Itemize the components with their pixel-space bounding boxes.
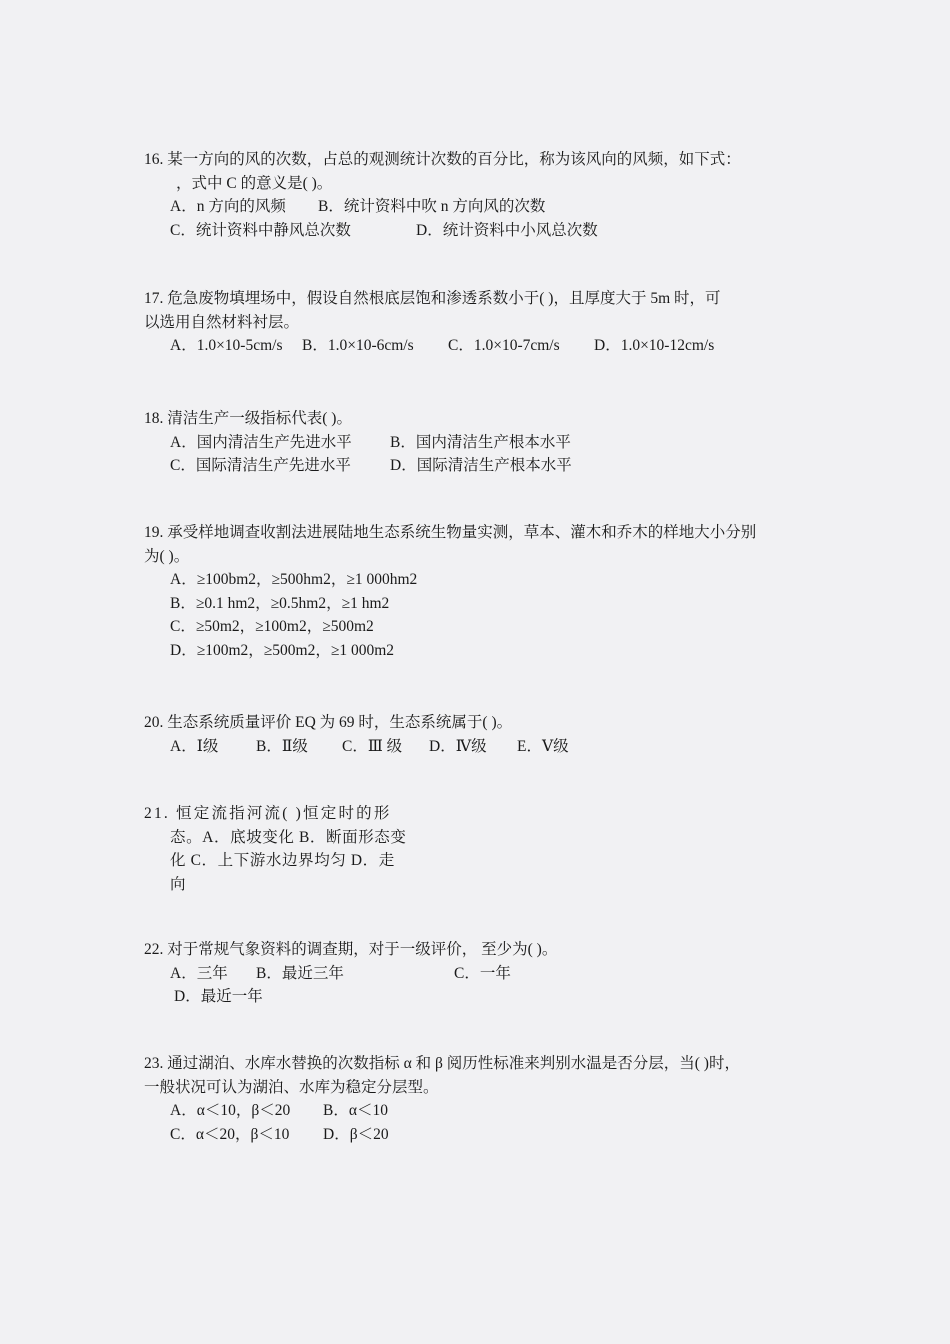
option-d: D．β＜20	[323, 1125, 389, 1143]
option-line	[144, 454, 572, 478]
option-line	[144, 1123, 740, 1147]
option-e: E．Ⅴ级	[517, 737, 569, 755]
question-20	[144, 711, 569, 758]
question-stem: 一般状况可认为湖泊、水库为稳定分层型。	[144, 1078, 439, 1096]
option-b: B．α＜10	[323, 1102, 388, 1119]
option-line	[144, 431, 572, 455]
question-stem: ，式中 C 的意义是( )。	[176, 174, 333, 192]
option-d: D．最近一年	[174, 988, 263, 1005]
question-17	[144, 287, 721, 358]
option-c: C．≥50m2，≥100m2，≥500m2	[170, 618, 374, 635]
option-line	[144, 334, 721, 358]
option-line: 化 C．上下游水边界均匀 D．走	[170, 852, 395, 869]
option-a: A．三年	[170, 964, 228, 982]
option-d: D．1.0×10-12cm/s	[594, 337, 715, 354]
option-b: B．最近三年	[256, 964, 344, 982]
option-c: C．α＜20，β＜10	[170, 1125, 290, 1143]
option-d: D．Ⅳ级	[429, 737, 487, 755]
question-stem: 20. 生态系统质量评价 EQ 为 69 时，生态系统属于( )。	[144, 714, 513, 731]
option-line	[144, 962, 557, 986]
option-line	[144, 195, 741, 219]
question-stem: 16. 某一方向的风的次数，占总的观测统计次数的百分比，称为该风向的风频，如下式：	[144, 151, 741, 168]
question-stem: 22. 对于常规气象资料的调查期，对于一级评价， 至少为( )。	[144, 941, 558, 958]
question-stem: 为( )。	[144, 547, 190, 565]
question-23	[144, 1052, 740, 1146]
option-b: B．Ⅱ级	[256, 737, 308, 755]
question-stem: 18. 清洁生产一级指标代表( )。	[144, 410, 352, 427]
question-stem: 23. 通过湖泊、水库水替换的次数指标 α 和 β 阅历性标准来判别水温是否分层，当( )时，	[144, 1055, 740, 1072]
option-b: B．1.0×10-6cm/s	[302, 337, 414, 354]
option-d: D．≥100m2，≥500m2，≥1 000m2	[170, 641, 395, 659]
option-line: 态。A．底坡变化 B．断面形态变	[170, 828, 407, 846]
question-16	[144, 148, 741, 242]
question-stem: 以选用自然材料衬层。	[144, 313, 300, 331]
question-18	[144, 407, 572, 478]
option-c: C．Ⅲ 级	[342, 737, 403, 755]
option-a: A．1.0×10-5cm/s	[170, 337, 283, 354]
option-c: C．一年	[454, 964, 511, 982]
option-c: C．国际清洁生产先进水平	[170, 457, 351, 474]
option-a: A．≥100bm2，≥500hm2，≥1 000hm2	[170, 571, 418, 588]
option-b: B．统计资料中吹 n 方向风的次数	[318, 198, 546, 215]
option-line	[144, 735, 569, 759]
option-b: B．≥0.1 hm2，≥0.5hm2，≥1 hm2	[170, 594, 390, 612]
option-line	[144, 219, 741, 243]
option-a: A．α＜10，β＜20	[170, 1102, 291, 1119]
question-19	[144, 521, 756, 662]
question-22	[144, 938, 557, 1009]
option-a: A．Ⅰ级	[170, 737, 219, 755]
option-d: D．统计资料中小风总次数	[416, 221, 598, 239]
option-b: B．国内清洁生产根本水平	[390, 433, 571, 451]
option-c: C．1.0×10-7cm/s	[448, 337, 560, 354]
question-stem: 21. 恒定流指河流( )恒定时的形	[144, 805, 392, 822]
question-21	[144, 802, 407, 896]
option-a: A．国内清洁生产先进水平	[170, 433, 352, 451]
option-line: 向	[170, 875, 188, 893]
option-a: A．n 方向的风频	[170, 198, 286, 215]
option-d: D．国际清洁生产根本水平	[390, 457, 572, 474]
option-line	[144, 1099, 740, 1123]
option-c: C．统计资料中静风总次数	[170, 221, 351, 239]
question-stem: 17. 危急废物填埋场中，假设自然根底层饱和渗透系数小于( )，且厚度大于 5m 时，可	[144, 290, 721, 307]
question-stem: 19. 承受样地调查收割法进展陆地生态系统生物量实测，草本、灌木和乔木的样地大小分别	[144, 524, 757, 541]
